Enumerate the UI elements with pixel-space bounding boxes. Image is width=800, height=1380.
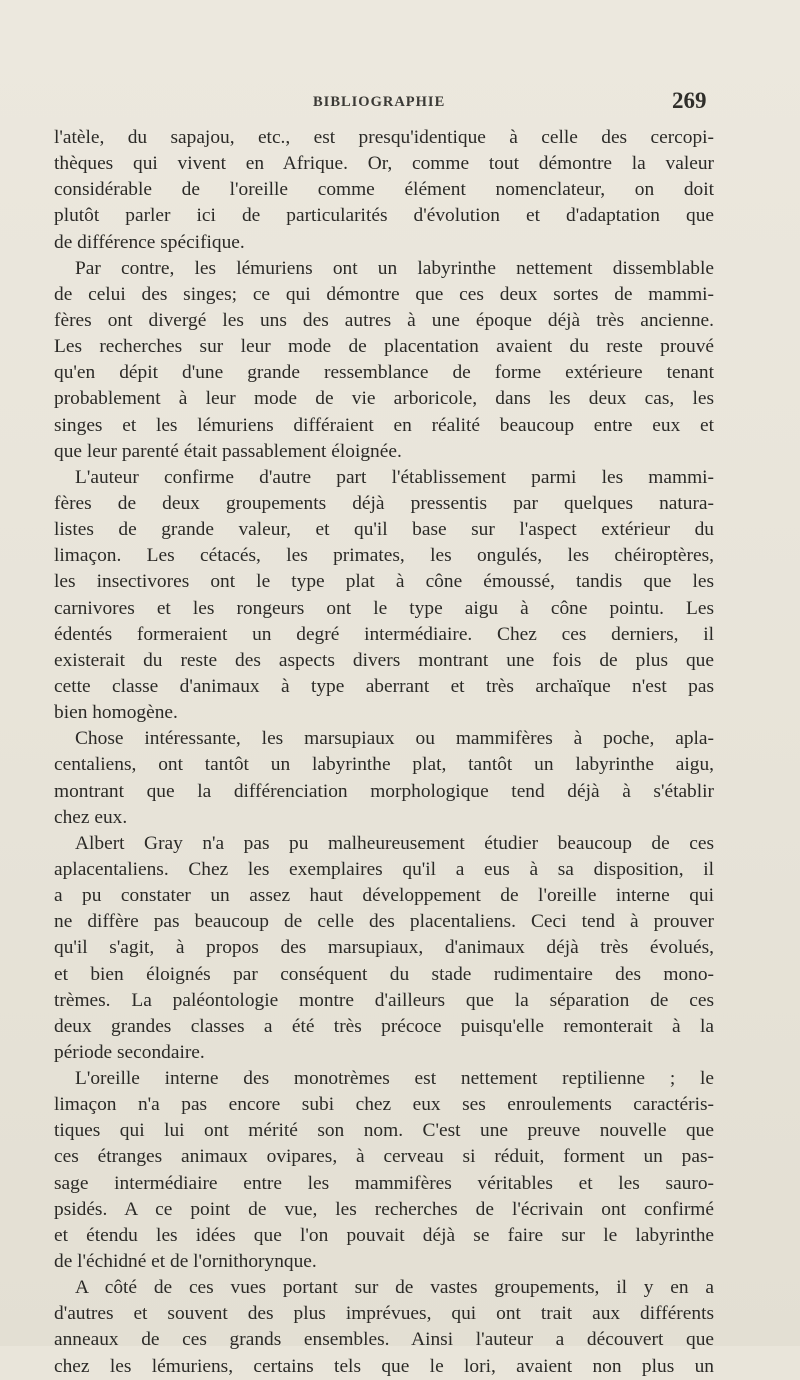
text-line: montrant que la différenciation morphologique tend déjà à s'établir [54,780,714,802]
text-line: considérable de l'oreille comme élément nomenclateur, on doit [54,179,714,201]
text-line: de l'échidné et de l'ornithorynque. [54,1251,317,1273]
text-line: période secondaire. [54,1041,205,1063]
text-line: qu'en dépit d'une grande ressemblance de forme extérieure tenant [54,362,714,384]
text-line: fères ont divergé les uns des autres à une époque déjà très ancienne. [54,309,714,331]
text-line: fères de deux groupements déjà pressentis par quelques natura- [54,492,714,514]
text-line: plutôt parler ici de particularités d'évolution et d'adaptation que [54,205,714,227]
text-line: anneaux de ces grands ensembles. Ainsi l'auteur a découvert que [54,1329,714,1351]
text-line: l'atèle, du sapajou, etc., est presqu'identique à celle des cercopi- [54,127,714,148]
text-line: ces étranges animaux ovipares, à cerveau si réduit, forment un pas- [54,1146,714,1168]
text-line: que leur parenté était passablement éloignée. [54,440,402,462]
text-line: thèques qui vivent en Afrique. Or, comme tout démontre la valeur [54,153,714,175]
text-line: bien homogène. [54,702,178,724]
text-line: trèmes. La paléontologie montre d'ailleurs que la séparation de ces [54,989,714,1011]
text-line: singes et les lémuriens différaient en réalité beaucoup entre eux et [54,414,714,436]
text-line: centaliens, ont tantôt un labyrinthe plat, tantôt un labyrinthe aigu, [54,754,714,776]
text-line: Par contre, les lémuriens ont un labyrinthe nettement dissemblable [75,257,714,279]
text-line: L'oreille interne des monotrèmes est nettement reptilienne ; le [75,1068,714,1090]
text-line: tiques qui lui ont mérité son nom. C'est une preuve nouvelle que [54,1120,714,1142]
text-line: Les recherches sur leur mode de placentation avaient du reste prouvé [54,336,714,358]
text-line: existerait du reste des aspects divers montrant une fois de plus que [54,649,714,671]
text-line: deux grandes classes a été très précoce puisqu'elle remonterait à la [54,1015,714,1037]
text-line: édentés formeraient un degré intermédiaire. Chez ces derniers, il [54,623,714,645]
text-line: de celui des singes; ce qui démontre que ces deux sortes de mammi- [54,283,714,305]
text-line: et étendu les idées que l'on pouvait déjà se faire sur le labyrinthe [54,1224,714,1246]
text-line: carnivores et les rongeurs ont le type aigu à cône pointu. Les [54,597,714,619]
page-number: 269 [672,88,707,113]
text-line: a pu constater un assez haut développement de l'oreille interne qui [54,885,714,907]
text-line: A côté de ces vues portant sur de vastes groupements, il y en a [75,1277,714,1299]
text-line: chez eux. [54,806,128,828]
text-line: chez les lémuriens, certains tels que le lori, avaient non plus un [54,1355,714,1377]
text-line: les insectivores ont le type plat à cône émoussé, tandis que les [54,571,714,593]
text-line: sage intermédiaire entre les mammifères véritables et les sauro- [54,1172,714,1194]
text-line: d'autres et souvent des plus imprévues, qui ont trait aux différents [54,1303,714,1325]
text-line: limaçon. Les cétacés, les primates, les ongulés, les chéiroptères, [54,545,714,567]
text-line: psidés. A ce point de vue, les recherches de l'écrivain ont confirmé [54,1198,714,1220]
running-title: BIBLIOGRAPHIE [313,94,446,110]
text-line: limaçon n'a pas encore subi chez eux ses enroulements caractéris- [54,1094,714,1116]
text-line: Albert Gray n'a pas pu malheureusement étudier beaucoup de ces [75,832,714,854]
page-header [0,88,800,118]
text-line: L'auteur confirme d'autre part l'établissement parmi les mammi- [75,466,714,488]
text-line: Chose intéressante, les marsupiaux ou mammifères à poche, apla- [75,728,714,750]
text-line: qu'il s'agit, à propos des marsupiaux, d'animaux déjà très évolués, [54,937,714,959]
text-line: de différence spécifique. [54,231,245,253]
text-line: et bien éloignés par conséquent du stade rudimentaire des mono- [54,963,714,985]
text-line: listes de grande valeur, et qu'il base sur l'aspect extérieur du [54,519,714,541]
text-line: ne diffère pas beaucoup de celle des placentaliens. Ceci tend à prouver [54,911,714,933]
text-line: cette classe d'animaux à type aberrant et très archaïque n'est pas [54,675,714,697]
text-line: probablement à leur mode de vie arboricole, dans les deux cas, les [54,388,714,410]
body-text [54,125,714,1380]
text-line: aplacentaliens. Chez les exemplaires qu'il a eus à sa disposition, il [54,858,714,880]
